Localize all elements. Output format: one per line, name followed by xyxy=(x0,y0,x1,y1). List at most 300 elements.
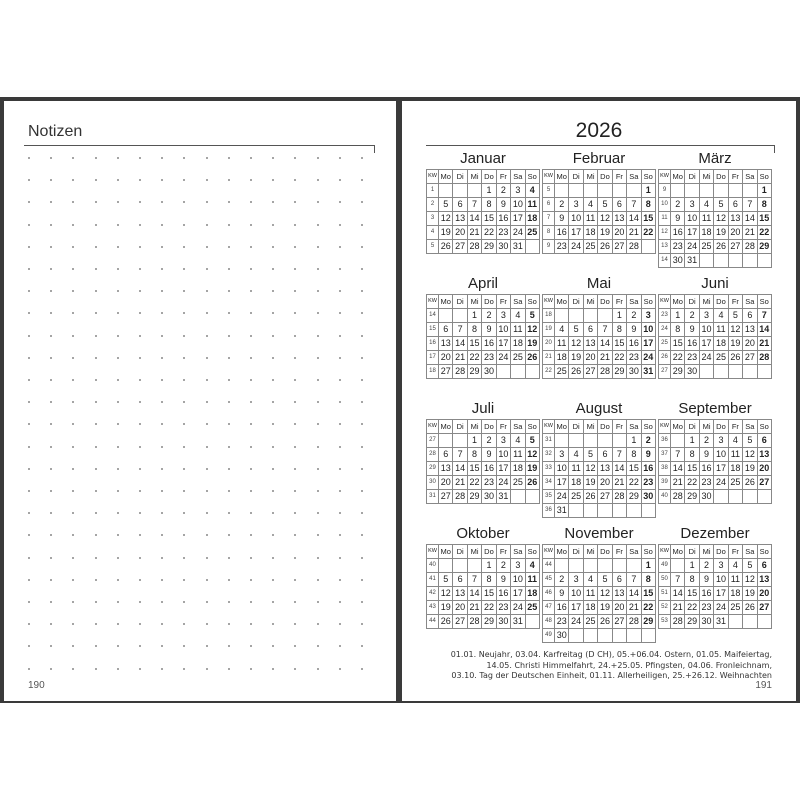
day-cell: 30 xyxy=(482,365,496,379)
grid-dot xyxy=(206,490,208,492)
grid-dot xyxy=(228,490,230,492)
week-row xyxy=(543,587,656,601)
weekday-header: So xyxy=(641,170,655,184)
day-cell: 9 xyxy=(496,573,510,587)
grid-dot xyxy=(339,579,341,581)
day-cell: 25 xyxy=(699,240,713,254)
grid-dot xyxy=(139,179,141,181)
grid-dot xyxy=(228,468,230,470)
grid-dot xyxy=(139,468,141,470)
day-cell: 25 xyxy=(511,351,525,365)
day-cell: 10 xyxy=(569,587,583,601)
day-cell: 25 xyxy=(728,601,742,615)
grid-dot xyxy=(50,468,52,470)
grid-dot xyxy=(161,290,163,292)
week-number-header: KW xyxy=(427,295,439,309)
grid-dot xyxy=(50,645,52,647)
day-cell: 27 xyxy=(453,615,467,629)
grid-dot xyxy=(117,512,119,514)
day-cell: 29 xyxy=(612,365,626,379)
day-cell: 25 xyxy=(511,476,525,490)
day-cell: 1 xyxy=(627,434,641,448)
day-cell: 10 xyxy=(511,198,525,212)
day-cell xyxy=(714,184,728,198)
grid-dot xyxy=(95,290,97,292)
day-cell: 28 xyxy=(598,365,612,379)
weekday-header: Sa xyxy=(627,170,641,184)
day-cell xyxy=(612,434,626,448)
day-cell: 9 xyxy=(482,448,496,462)
weekday-header: Do xyxy=(482,545,496,559)
day-cell: 19 xyxy=(569,351,583,365)
month-name: Juli xyxy=(471,400,495,417)
day-cell: 11 xyxy=(728,573,742,587)
grid-dot xyxy=(72,201,74,203)
week-row xyxy=(543,476,656,490)
day-cell: 6 xyxy=(439,323,453,337)
weekday-header: Mi xyxy=(699,545,713,559)
day-cell xyxy=(743,184,757,198)
day-cell: 11 xyxy=(699,212,713,226)
grid-dot xyxy=(228,201,230,203)
grid-dot xyxy=(317,534,319,536)
grid-dot xyxy=(28,601,30,603)
day-cell: 10 xyxy=(555,462,569,476)
week-row xyxy=(427,198,540,212)
grid-dot xyxy=(183,268,185,270)
grid-dot xyxy=(361,224,363,226)
grid-dot xyxy=(250,468,252,470)
week-row xyxy=(659,240,772,254)
grid-dot xyxy=(272,446,274,448)
day-cell: 26 xyxy=(598,615,612,629)
grid-dot xyxy=(72,490,74,492)
day-cell: 15 xyxy=(757,212,771,226)
month-block xyxy=(658,276,772,379)
title-rule xyxy=(24,145,374,146)
grid-dot xyxy=(272,246,274,248)
month-block xyxy=(658,151,772,268)
month-block xyxy=(542,401,656,518)
grid-dot xyxy=(95,335,97,337)
grid-dot xyxy=(161,557,163,559)
grid-dot xyxy=(339,623,341,625)
day-cell: 23 xyxy=(699,476,713,490)
day-cell: 22 xyxy=(685,601,699,615)
day-cell: 30 xyxy=(627,365,641,379)
dot-grid xyxy=(28,157,368,677)
grid-dot xyxy=(206,246,208,248)
grid-dot xyxy=(206,379,208,381)
day-cell: 25 xyxy=(714,351,728,365)
day-cell: 5 xyxy=(569,323,583,337)
grid-dot xyxy=(117,290,119,292)
weekday-header: Fr xyxy=(496,295,510,309)
week-number-header: KW xyxy=(543,295,555,309)
grid-dot xyxy=(250,601,252,603)
day-cell: 31 xyxy=(714,615,728,629)
grid-dot xyxy=(50,512,52,514)
weekday-header: Do xyxy=(598,170,612,184)
month-name: August xyxy=(575,400,623,417)
grid-dot xyxy=(339,335,341,337)
day-cell xyxy=(555,309,569,323)
day-cell: 22 xyxy=(467,351,481,365)
grid-dot xyxy=(161,224,163,226)
week-number: 13 xyxy=(659,240,671,254)
week-number: 14 xyxy=(659,254,671,268)
day-cell: 18 xyxy=(525,212,539,226)
day-cell: 29 xyxy=(627,490,641,504)
grid-dot xyxy=(250,446,252,448)
day-cell: 23 xyxy=(482,351,496,365)
day-cell: 29 xyxy=(482,240,496,254)
day-cell: 20 xyxy=(757,587,771,601)
grid-dot xyxy=(72,446,74,448)
week-number-header: KW xyxy=(659,545,671,559)
day-cell: 24 xyxy=(496,476,510,490)
day-cell: 14 xyxy=(453,337,467,351)
grid-dot xyxy=(250,246,252,248)
day-cell: 6 xyxy=(598,448,612,462)
grid-dot xyxy=(250,512,252,514)
day-cell: 4 xyxy=(728,559,742,573)
day-cell: 13 xyxy=(453,587,467,601)
weekday-header: So xyxy=(525,295,539,309)
day-cell: 13 xyxy=(728,212,742,226)
day-cell xyxy=(714,365,728,379)
weekday-header: Do xyxy=(714,545,728,559)
day-cell: 12 xyxy=(583,462,597,476)
day-cell: 12 xyxy=(598,587,612,601)
grid-dot xyxy=(117,179,119,181)
grid-dot xyxy=(72,379,74,381)
day-cell: 31 xyxy=(685,254,699,268)
week-number: 50 xyxy=(659,573,671,587)
grid-dot xyxy=(139,446,141,448)
day-cell: 13 xyxy=(598,462,612,476)
week-row xyxy=(543,365,656,379)
grid-dot xyxy=(272,468,274,470)
week-row xyxy=(427,476,540,490)
weekday-header: Fr xyxy=(728,295,742,309)
day-cell: 20 xyxy=(743,337,757,351)
day-cell: 24 xyxy=(555,490,569,504)
grid-dot xyxy=(294,157,296,159)
month-table xyxy=(426,169,540,254)
weekday-header: So xyxy=(525,420,539,434)
weekday-header: Mi xyxy=(467,545,481,559)
grid-dot xyxy=(228,224,230,226)
day-cell: 19 xyxy=(439,226,453,240)
day-cell: 28 xyxy=(671,615,685,629)
grid-dot xyxy=(161,268,163,270)
grid-dot xyxy=(228,557,230,559)
day-cell: 25 xyxy=(555,365,569,379)
grid-dot xyxy=(72,534,74,536)
grid-dot xyxy=(95,379,97,381)
day-cell: 22 xyxy=(685,476,699,490)
day-cell: 16 xyxy=(641,462,655,476)
weekday-header-row xyxy=(543,295,656,309)
week-row xyxy=(427,462,540,476)
day-cell xyxy=(714,490,728,504)
grid-dot xyxy=(339,246,341,248)
grid-dot xyxy=(183,290,185,292)
week-number: 20 xyxy=(543,337,555,351)
grid-dot xyxy=(250,290,252,292)
day-cell xyxy=(685,184,699,198)
day-cell: 13 xyxy=(439,337,453,351)
grid-dot xyxy=(339,401,341,403)
weekday-header: Sa xyxy=(627,420,641,434)
grid-dot xyxy=(272,357,274,359)
day-cell: 12 xyxy=(439,212,453,226)
grid-dot xyxy=(161,401,163,403)
week-number: 31 xyxy=(427,490,439,504)
day-cell xyxy=(598,184,612,198)
grid-dot xyxy=(139,579,141,581)
day-cell: 20 xyxy=(728,226,742,240)
grid-dot xyxy=(294,268,296,270)
grid-dot xyxy=(161,490,163,492)
grid-dot xyxy=(361,601,363,603)
week-number: 5 xyxy=(427,240,439,254)
weekday-header: Mo xyxy=(671,545,685,559)
day-cell: 6 xyxy=(612,198,626,212)
week-number: 2 xyxy=(427,198,439,212)
grid-dot xyxy=(317,512,319,514)
grid-dot xyxy=(161,423,163,425)
grid-dot xyxy=(294,645,296,647)
day-cell xyxy=(728,184,742,198)
weekday-header: Fr xyxy=(496,420,510,434)
grid-dot xyxy=(161,668,163,670)
day-cell: 12 xyxy=(525,323,539,337)
day-cell: 26 xyxy=(743,476,757,490)
grid-dot xyxy=(95,157,97,159)
day-cell xyxy=(439,184,453,198)
grid-dot xyxy=(95,490,97,492)
day-cell: 26 xyxy=(439,240,453,254)
grid-dot xyxy=(117,668,119,670)
grid-dot xyxy=(161,357,163,359)
grid-dot xyxy=(28,268,30,270)
week-number: 46 xyxy=(543,587,555,601)
day-cell: 16 xyxy=(627,337,641,351)
week-number: 28 xyxy=(427,448,439,462)
day-cell: 26 xyxy=(439,615,453,629)
page-number-right: 191 xyxy=(755,680,772,691)
day-cell xyxy=(583,504,597,518)
weekday-header: Mi xyxy=(583,420,597,434)
day-cell: 15 xyxy=(627,462,641,476)
day-cell: 9 xyxy=(496,198,510,212)
week-number-header: KW xyxy=(543,545,555,559)
day-cell xyxy=(728,254,742,268)
day-cell: 15 xyxy=(612,337,626,351)
week-number-header: KW xyxy=(659,170,671,184)
day-cell xyxy=(612,184,626,198)
month-name: Oktober xyxy=(456,525,510,542)
grid-dot xyxy=(250,401,252,403)
grid-dot xyxy=(294,579,296,581)
day-cell: 19 xyxy=(598,226,612,240)
grid-dot xyxy=(206,335,208,337)
grid-dot xyxy=(95,357,97,359)
day-cell xyxy=(496,365,510,379)
grid-dot xyxy=(272,534,274,536)
grid-dot xyxy=(206,224,208,226)
day-cell: 4 xyxy=(583,573,597,587)
day-cell: 2 xyxy=(555,198,569,212)
grid-dot xyxy=(228,645,230,647)
grid-dot xyxy=(294,468,296,470)
day-cell: 4 xyxy=(569,448,583,462)
grid-dot xyxy=(361,201,363,203)
grid-dot xyxy=(50,179,52,181)
grid-dot xyxy=(272,379,274,381)
grid-dot xyxy=(317,268,319,270)
grid-dot xyxy=(272,201,274,203)
day-cell: 2 xyxy=(671,198,685,212)
weekday-header: Fr xyxy=(612,545,626,559)
grid-dot xyxy=(294,423,296,425)
day-cell: 16 xyxy=(482,462,496,476)
day-cell xyxy=(671,559,685,573)
grid-dot xyxy=(317,601,319,603)
day-cell: 17 xyxy=(641,337,655,351)
day-cell: 21 xyxy=(627,601,641,615)
week-row xyxy=(543,309,656,323)
weekday-header: Mo xyxy=(439,420,453,434)
day-cell: 12 xyxy=(728,323,742,337)
day-cell: 8 xyxy=(641,198,655,212)
weekday-header: Mo xyxy=(555,170,569,184)
day-cell: 29 xyxy=(757,240,771,254)
weekday-header: So xyxy=(641,545,655,559)
day-cell: 3 xyxy=(699,309,713,323)
day-cell xyxy=(453,434,467,448)
weekday-header: Sa xyxy=(743,295,757,309)
grid-dot xyxy=(339,157,341,159)
day-cell: 7 xyxy=(671,573,685,587)
day-cell xyxy=(525,240,539,254)
week-row xyxy=(659,559,772,573)
grid-dot xyxy=(95,401,97,403)
week-number: 25 xyxy=(659,337,671,351)
month-block xyxy=(426,151,540,254)
grid-dot xyxy=(339,179,341,181)
weekday-header: Sa xyxy=(743,420,757,434)
grid-dot xyxy=(183,446,185,448)
day-cell: 8 xyxy=(482,573,496,587)
day-cell: 28 xyxy=(627,240,641,254)
day-cell: 6 xyxy=(757,434,771,448)
weekday-header: So xyxy=(525,170,539,184)
grid-dot xyxy=(317,246,319,248)
day-cell: 25 xyxy=(525,226,539,240)
grid-dot xyxy=(50,446,52,448)
day-cell xyxy=(569,309,583,323)
weekday-header: Di xyxy=(453,170,467,184)
day-cell: 9 xyxy=(699,573,713,587)
day-cell xyxy=(555,559,569,573)
day-cell: 19 xyxy=(525,462,539,476)
day-cell: 21 xyxy=(671,476,685,490)
grid-dot xyxy=(206,645,208,647)
weekday-header: Sa xyxy=(627,545,641,559)
weekday-header: Mi xyxy=(467,295,481,309)
grid-dot xyxy=(183,423,185,425)
grid-dot xyxy=(183,157,185,159)
day-cell: 5 xyxy=(598,198,612,212)
day-cell: 26 xyxy=(598,240,612,254)
day-cell: 5 xyxy=(525,309,539,323)
day-cell: 12 xyxy=(439,587,453,601)
day-cell: 11 xyxy=(728,448,742,462)
day-cell: 30 xyxy=(496,615,510,629)
day-cell: 17 xyxy=(569,601,583,615)
grid-dot xyxy=(206,623,208,625)
day-cell: 7 xyxy=(743,198,757,212)
day-cell: 14 xyxy=(453,462,467,476)
week-row xyxy=(659,448,772,462)
day-cell: 21 xyxy=(467,226,481,240)
grid-dot xyxy=(294,379,296,381)
grid-dot xyxy=(317,290,319,292)
day-cell: 22 xyxy=(612,351,626,365)
day-cell: 1 xyxy=(671,309,685,323)
grid-dot xyxy=(228,423,230,425)
grid-dot xyxy=(183,312,185,314)
grid-dot xyxy=(50,557,52,559)
holiday-line: 01.01. Neujahr, 03.04. Karfreitag (D CH), 05.+06.04. Ostern, 01.05. Maifeiertag, xyxy=(450,650,772,659)
day-cell: 23 xyxy=(699,601,713,615)
day-cell: 9 xyxy=(699,448,713,462)
grid-dot xyxy=(28,668,30,670)
day-cell xyxy=(612,629,626,643)
day-cell: 4 xyxy=(714,309,728,323)
week-row xyxy=(427,434,540,448)
week-number: 49 xyxy=(543,629,555,643)
day-cell: 27 xyxy=(743,351,757,365)
grid-dot xyxy=(28,312,30,314)
day-cell: 10 xyxy=(699,323,713,337)
day-cell: 30 xyxy=(699,490,713,504)
grid-dot xyxy=(161,468,163,470)
day-cell: 1 xyxy=(482,184,496,198)
day-cell: 21 xyxy=(743,226,757,240)
day-cell: 16 xyxy=(555,226,569,240)
week-row xyxy=(659,601,772,615)
day-cell xyxy=(757,490,771,504)
grid-dot xyxy=(317,579,319,581)
weekday-header: Do xyxy=(482,420,496,434)
week-number: 34 xyxy=(543,476,555,490)
week-row xyxy=(659,434,772,448)
grid-dot xyxy=(95,201,97,203)
grid-dot xyxy=(250,268,252,270)
grid-dot xyxy=(139,201,141,203)
day-cell: 10 xyxy=(714,448,728,462)
month-block xyxy=(542,526,656,643)
grid-dot xyxy=(139,268,141,270)
day-cell: 7 xyxy=(453,323,467,337)
grid-dot xyxy=(117,335,119,337)
day-cell: 6 xyxy=(728,198,742,212)
grid-dot xyxy=(139,246,141,248)
